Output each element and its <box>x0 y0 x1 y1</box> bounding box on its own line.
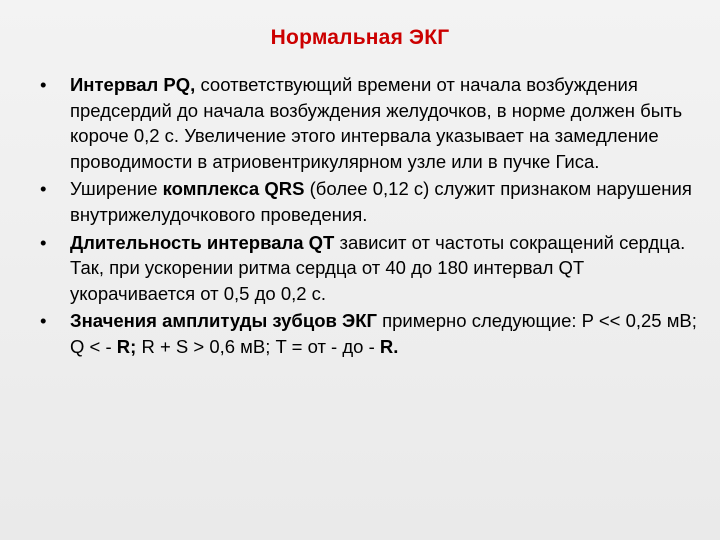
bullet-marker: • <box>40 310 47 332</box>
bullet-text: Уширение <box>70 178 163 200</box>
bullet-item <box>36 308 700 359</box>
bullet-text: соответствующий времени от начала возбуждения предсердий до начала возбуждения желудочков, в норме должен быть короче 0,2 с. Увеличение этого интервала указывает на замедление проводимости в атриовентрикулярном узле или в пучке Гиса. <box>70 74 683 172</box>
bullet-marker: • <box>40 178 47 200</box>
slide-title: Нормальная ЭКГ <box>270 26 450 49</box>
bullet-item <box>36 176 700 227</box>
bullet-text: (более 0,12 с) служит признаком нарушения внутрижелудочкового проведения. <box>70 178 692 225</box>
bullet-marker: • <box>40 74 47 95</box>
bullet-list <box>36 72 700 362</box>
bullet-item <box>36 230 700 307</box>
bullet-text-bold: R. <box>379 335 399 357</box>
bullet-marker: • <box>40 231 47 253</box>
bullet-text-bold: Значения амплитуды зубцов ЭКГ <box>70 310 377 332</box>
bullet-item <box>36 72 700 174</box>
bullet-text-bold: R; <box>116 335 137 357</box>
bullet-text: зависит от частоты сокращений сердца. Так, при ускорении ритма сердца от 40 до 180 интервал QT укорачивается от 0,5 до 0,2 с. <box>70 231 686 304</box>
bullet-text-bold: комплекса QRS <box>162 178 305 200</box>
bullet-text: R + S > 0,6 мВ; T = от - до - <box>136 335 380 357</box>
bullet-text: примерно следующие: P << 0,25 мВ; Q < - <box>70 310 697 357</box>
bullet-text-bold: Длительность интервала QT <box>70 231 335 253</box>
bullet-text-bold: Интервал PQ, <box>70 74 196 95</box>
